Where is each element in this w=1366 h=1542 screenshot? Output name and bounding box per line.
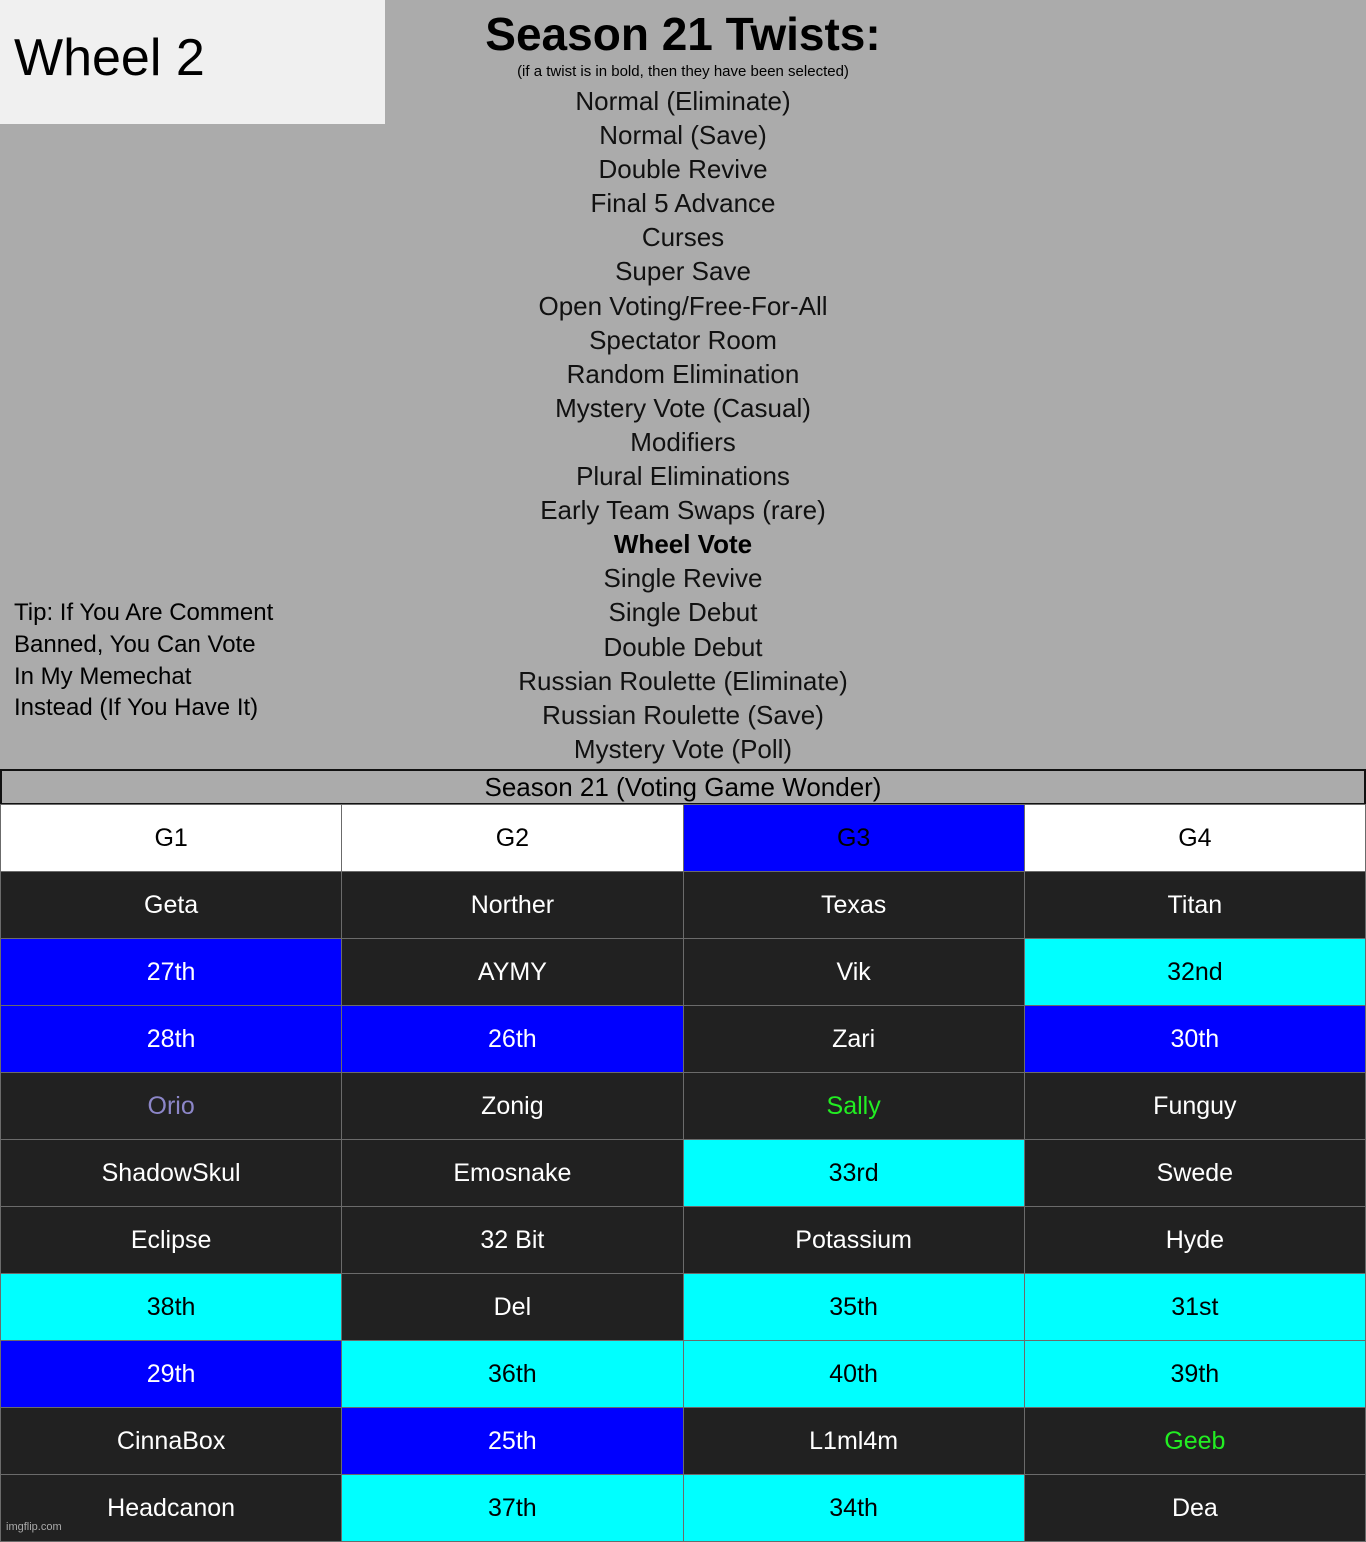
table-cell: 27th <box>1 939 342 1006</box>
table-cell: Norther <box>342 872 683 939</box>
twist-item: Mystery Vote (Poll) <box>573 733 793 764</box>
twist-item: Single Revive <box>603 563 763 594</box>
table-cell: Hyde <box>1024 1207 1365 1274</box>
group-header-g4: G4 <box>1024 805 1365 872</box>
table-cell: 30th <box>1024 1006 1365 1073</box>
table-cell: Eclipse <box>1 1207 342 1274</box>
table-cell: Titan <box>1024 872 1365 939</box>
table-row <box>1 1073 1366 1140</box>
twist-item: Double Debut <box>603 631 763 662</box>
table-cell: Zari <box>683 1006 1024 1073</box>
table-cell: 37th <box>342 1475 683 1542</box>
twists-panel <box>0 0 1366 769</box>
table-row <box>1 872 1366 939</box>
table-cell: Geeb <box>1024 1408 1365 1475</box>
table-cell: 35th <box>683 1274 1024 1341</box>
twist-item: Russian Roulette (Save) <box>542 699 824 730</box>
twist-item: Single Debut <box>608 597 758 628</box>
table-row <box>1 1140 1366 1207</box>
twist-item: Final 5 Advance <box>590 188 776 219</box>
table-cell: Geta <box>1 872 342 939</box>
twist-item: Normal (Save) <box>599 120 767 151</box>
table-row <box>1 1408 1366 1475</box>
table-cell: 29th <box>1 1341 342 1408</box>
table-cell: 25th <box>342 1408 683 1475</box>
season-label: Season 21 (Voting Game Wonder) <box>0 769 1366 805</box>
page-subtitle: (if a twist is in bold, then they have been selected) <box>517 63 849 80</box>
group-header-g2: G2 <box>342 805 683 872</box>
table-cell: 31st <box>1024 1274 1365 1341</box>
table-cell: CinnaBox <box>1 1408 342 1475</box>
table-row <box>1 939 1366 1006</box>
table-cell: 36th <box>342 1341 683 1408</box>
table-cell: L1ml4m <box>683 1408 1024 1475</box>
contestant-table <box>0 804 1366 1542</box>
table-cell: AYMY <box>342 939 683 1006</box>
table-cell: Dea <box>1024 1475 1365 1542</box>
table-cell: Sally <box>683 1073 1024 1140</box>
table-cell: Swede <box>1024 1140 1365 1207</box>
table-cell: ShadowSkul <box>1 1140 342 1207</box>
table-cell: 40th <box>683 1341 1024 1408</box>
twist-item: Modifiers <box>630 426 736 457</box>
table-row <box>1 1341 1366 1408</box>
twist-item: Random Elimination <box>566 358 800 389</box>
table-row <box>1 1006 1366 1073</box>
table-cell: 38th <box>1 1274 342 1341</box>
table-cell: Vik <box>683 939 1024 1006</box>
twist-item: Double Revive <box>598 154 768 185</box>
table-row <box>1 1274 1366 1341</box>
table-cell: Potassium <box>683 1207 1024 1274</box>
page-title: Season 21 Twists: <box>485 8 881 60</box>
twist-item: Russian Roulette (Eliminate) <box>518 665 848 696</box>
table-cell: Del <box>342 1274 683 1341</box>
tip-text: Tip: If You Are Comment Banned, You Can Vote In My Memechat Instead (If You Have It) <box>14 599 274 722</box>
table-cell: Texas <box>683 872 1024 939</box>
table-cell: 28th <box>1 1006 342 1073</box>
table-cell: 32 Bit <box>342 1207 683 1274</box>
twist-item: Super Save <box>615 256 751 287</box>
watermark: imgflip.com <box>6 1521 62 1533</box>
table-row <box>1 1207 1366 1274</box>
table-cell: Funguy <box>1024 1073 1365 1140</box>
wheel-label: Wheel 2 <box>14 29 205 87</box>
group-header-g1: G1 <box>1 805 342 872</box>
twist-item: Curses <box>641 222 725 253</box>
table-cell: 34th <box>683 1475 1024 1542</box>
twist-item: Mystery Vote (Casual) <box>555 392 811 423</box>
twist-item: Open Voting/Free-For-All <box>538 290 828 321</box>
table-cell: Zonig <box>342 1073 683 1140</box>
table-cell: 33rd <box>683 1140 1024 1207</box>
table-cell: 39th <box>1024 1341 1365 1408</box>
table-header-row <box>1 805 1366 872</box>
table-body <box>1 872 1366 1542</box>
table-cell: 26th <box>342 1006 683 1073</box>
table-cell: 32nd <box>1024 939 1365 1006</box>
table-cell: Orio <box>1 1073 342 1140</box>
table-cell: Emosnake <box>342 1140 683 1207</box>
twist-item: Spectator Room <box>589 324 777 355</box>
twist-item: Wheel Vote <box>613 529 753 560</box>
table-cell: Headcanon <box>1 1475 342 1542</box>
group-header-g3: G3 <box>683 805 1024 872</box>
table-row <box>1 1475 1366 1542</box>
twist-item: Plural Eliminations <box>576 461 790 492</box>
twist-item: Normal (Eliminate) <box>575 86 791 116</box>
twist-item: Early Team Swaps (rare) <box>540 495 826 526</box>
